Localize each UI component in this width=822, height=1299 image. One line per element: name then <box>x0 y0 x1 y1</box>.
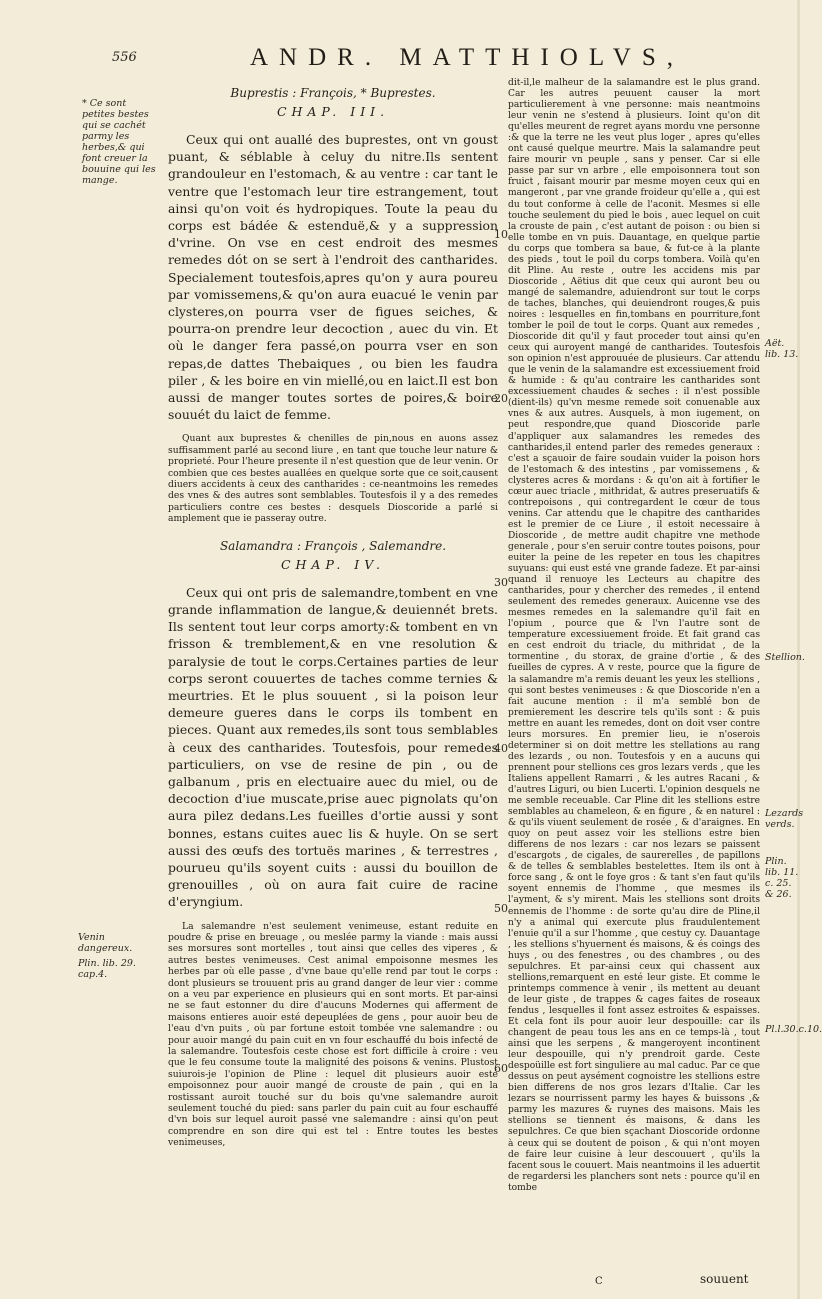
line-number: 20 <box>494 392 508 405</box>
right-column <box>508 78 760 1194</box>
margin-note-lezards: Lezards verds. <box>765 808 804 830</box>
commentary-buprestes: Quant aux buprestes & chenilles de pin,nous en auons assez suffisamment parlé au second liure , en tant que touche leur nature & proprieté. Pour l'heure presente il n'est question que de leur venin. Or combien que ces bestes auallées en quelque sorte que ce soit,causent diuers accidents à ceux des cantharides : ce-neantmoins les remedes des vnes & des autres sont semblables. Toutesfois il y a des remedes particuliers contre ces bestes : desquels Dioscoride a parlé si amplement que ie passeray outre. <box>168 433 498 525</box>
catchword: souuent <box>700 1272 749 1286</box>
line-number: 50 <box>494 902 508 915</box>
margin-note-venin: Venin dangereux. <box>78 932 133 954</box>
chapter-heading-salamandra: Salamandra : François , Salemandre. <box>219 538 447 553</box>
signature-mark: C <box>595 1276 603 1287</box>
commentary-salamandre: La salemandre n'est seulement venimeuse, estant reduite en poudre & prise en breuage , ou meslée parmy la viande : mais aussi ses morsures sont mortelles , tout ainsi que celles des viperes , & autres bestes venimeuses. Cest animal empoisonne mesmes les herbes par où elle passe , d'vne baue qu'elle rend par tout le corps : dont plusieurs se trouuent pris au grand danger de leur vier : comme on a veu par experience en plusieurs qui en sont morts. Et par-ainsi ne se faut estonner du dire d'aucuns Modernes qui afferment de maisons entieres auoir esté depeuplées de gens , pour auoir beu de l'eau d'vn puits , où par fortune estoit tombée vne salemandre : ou pour auoir mangé du pain cuit en vn four eschauffé du bois infecté de la salemandre. Toutesfois ceste chose est fort difficile à croire : veu que le feu consume toute la malignité des poisons & venins. Plustost suiurois-je l'opinion de Pline : lequel dit plusieurs auoir esté empoisonnez pour auoir mangé de crouste de pain , qui en la rostissant auroit touché sur du bois qu'vne salemandre auroit seulement touché du pied: sans parler du pain cuit au four eschauffé d'vn bois sur lequel auroit passé vne salemandre : ainsi qu'on peut comprendre en son dire qui est tel : Entre toutes les bestes venimeuses, <box>168 920 498 1149</box>
chapter-number-3: CHAP. III. <box>276 104 390 119</box>
line-number: 30 <box>494 576 508 589</box>
margin-note-bestes: * Ce sont petites bestes qui se cachét parmy les herbes,& qui font creuer la bouuine qui les mange. <box>82 98 156 186</box>
margin-note-stellion: Stellion. <box>765 652 805 663</box>
line-number: 60 <box>494 1062 508 1075</box>
page-number: 556 <box>112 50 137 65</box>
margin-note-aetius: Aët. lib. 13. <box>765 338 799 360</box>
margin-note-pline-11: Plin. lib. 11. c. 25. & 26. <box>765 856 799 900</box>
margin-note-pline: Plin. lib. 29. cap.4. <box>78 958 136 980</box>
margin-note-pline-30: Pl.l.30.c.10. <box>765 1024 822 1035</box>
paragraph-buprestes: Ceux qui ont auallé des buprestes, ont vn goust puant, & séblable à celuy du nitre.Ils sentent grandouleur en l'estomach, & au ventre : car tant le ventre que l'estomach leur tire estrangement, tout ainsi qu'on voit és hydropiques. Toute la peau du corps est bádée & estenduë,& y a suppression d'vrine. On vse en cest endroit des mesmes remedes dót on se sert à l'endroit des cantharides. Specialement toutesfois,apres qu'on y aura poureu par vomissemens,& qu'on aura euacué le venin par clysteres,on pourra vser de figues seiches, & pourra-on prendre leur decoction , auec du vin. Et où le danger fera passé,on pourra vser en son repas,de dattes Thebaiques , ou bien les faudra piler , & les boire en vin miellé,ou en laict.Il est bon aussi de manger toutes sortes de poires,& boire souuét du laict de femme. <box>168 132 498 423</box>
line-number: 10 <box>494 228 508 241</box>
chapter-number-4: CHAP. IV. <box>280 556 386 572</box>
paragraph-salamandre: Ceux qui ont pris de salemandre,tombent en vne grande inflammation de langue,& deuiennét brets. Ils sentent tout leur corps amorty:& tombent en vn frisson & tremblement,& en vne resolution & paralysie de tout le corps.Certaines parties de leur corps seront couuertes de taches comme ternies & meurtries. Et le plus souuent , si la poison leur demeure gueres dans le corps ils tombent en pieces. Quant aux remedes,ils sont tous semblables à ceux des cantharides. Toutesfois, pour remedes particuliers, on vse de resine de pin , ou de galbanum , pris en electuaire auec du miel, ou de decoction d'iue muscate,prise auec pignolats qu'on aura pilez dedans.Les fueilles d'ortie aussi y sont bonnes, estans cuites auec lis & huyle. On se sert aussi des œufs des tortuës marines , & terrestres , pourueu qu'ils soyent cuits : aussi du bouillon de grenouilles , où on aura fait cuire de racine d'eryngium. <box>168 584 498 910</box>
running-head-title: ANDR. MATTHIOLVS, <box>250 44 685 71</box>
commentary-continued: dit-il,le malheur de la salamandre est le plus grand. Car les autres peuuent causer la mort particulierement à vne personne: mais neantmoins leur venin ne s'estend à plusieurs. Ioint qu'on dit qu'elles meurent de regret ayans mordu vne personne :& que la terre ne les veut plus loger , apres qu'elles ont causé quelque meurtre. Mais la salamandre peut faire mourir vn peuple , sans y penser. Car si elle passe par sur vn arbre , elle empoisonnera tout son fruict , faisant mourir par mesme moyen ceux qui en mangeront , par vne grande froideur qu'elle a , qui est du tout conforme à celle de l'aconit. Mesmes si elle touche seulement du pied le bois , auec lequel on cuit la crouste de pain , c'est autant de poison : ou bien si elle tombe en vn puis. Dauantage, en quelque partie du corps que tombera sa baue, & fut-ce à la plante des pieds , tout le poil du corps tombera. Voilà qu'en dit Pline. Au reste , outre les accidens mis par Dioscoride , Aëtius dit que ceux qui auront beu ou mangé de salemandre, aduiendront sur tout le corps de taches, blanches, qui deuiendront rouges,& puis noires : lesquelles en fin,tombans en pourriture,font tomber le poil de tout le corps. Quant aux remedes , Dioscoride dit qu'il y faut proceder tout ainsi qu'en ceux qui auroyent mangé de cantharides. Toutesfois son opinion n'est approuuée de plusieurs. Car attendu que le venin de la salamandre est excessiuement froid & humide : & qu'au contraire les cantharides sont excessiuement chaudes & seches : il n'est possible (dient-ils) qu'vn mesme remede soit conuenable aux vnes & aux autres. Ausquels, à mon iugement, on peut respondre,que quand Dioscoride parle d'appliquer aux salamandres les remedes des cantharides,il entend parler des remedes generaux : c'est a sçauoir de faire soudain vuider la poison hors de l'estomach & des intestins , par vomissemens , & clysteres acres & mordans : & qu'on ait à fortifier le cœur auec triacle , mithridat, & autres preseruatifs & contrepoisons , qui contregardent le cœur de tous venins. Car attendu que le chapitre des cantharides est le premier de ce Liure , il estoit necessaire à Dioscoride , de mettre audit chapitre vne methode generale , pour s'en seruir contre toutes poisons, pour euiter la peine de les repeter en tous les chapitres suyuans: qui eust esté vne grande fadeze. Et par-ainsi quand il renuoye les Lecteurs au chapitre des cantharides, pour y chercher des remedes , il entend seulement des remedes generaux. Auicenne vse des mesmes remedes en la salemandre qu'il fait en l'opium , pource que & l'vn l'autre sont de temperature excessiuement froide. Et fait grand cas en cest endroit du triacle, du mithridat , de la tormentine , du storax, de graine d'ortie , & des fueilles de cypres. A v reste, pource que la figure de la salamandre m'a remis deuant les yeux les stellions , qui sont bestes venimeuses : & que Dioscoride n'en a fait aucune mention : il m'a semblé bon de premierement les descrire tels qu'ils sont : & puis mettre en auant les remedes, dont on doit vser contre leurs morsures. En premier lieu, ie n'oserois determiner si on doit mettre les stellations au rang des lezards , ou non. Toutesfois y en a aucuns qui prennent pour stellions ces gros lezars verds , que les Italiens appellent Ramarri , & les autres Racani , & d'autres Liguri, ou bien Lucerti. L'opinion desquels ne me semble receuable. Car Pline dit les stellions estre semblables au chameleon, & en figure , & en naturel : & qu'ils viuent seulement de rosée , & d'araignes. En quoy on peut assez voir les stellions estre bien differens de nos lezars : car nos lezars se paissent d'escargots , de cigales, de saurerelles , de papillons & de telles & semblables bestelettes. Item ils ont à force sang , & ont le foye gros : & tant s'en faut qu'ils soyent ennemis de l'homme , que mesmes ils l'ayment, & s'y mirent. Mais les stellions sont droits ennemis de l'homme : de sorte qu'au dire de Pline,il n'y a animal qui exercute plus fraudulentement l'enuie qu'il a sur l'homme , que cestuy cy. Dauantage , les stellions s'hyuernent és maisons, & és coings des huys , ou des fenestres , ou des chambres , ou des sepulchres. Et par-ainsi ceux qui chassent aux stellions,remarquent en esté leur giste. Et comme le printemps commence à venir , ils mettent au deuant de leur giste , de trappes & cages faites de roseaux fendus , lesquelles il font assez estroites & espaisses. Et cela font ils pour auoir leur despouille: car ils changent de peau tous les ans en ce temps-là , tout ainsi que les serpens , & mangeroyent incontinent leur despouille, qui n'y prendroit garde. Ceste despoüille est fort singuliere au mal caduc. Par ce que dessus on peut aysément cognoistre les stellions estre bien differens de nos gros lezars d'Italie. Car les lezars se nourrissent parmy les hayes & buissons ,& parmy les mazures & ruynes des maisons. Mais les stellions se tiennent és maisons, & dans les sepulchres. Ce que bien sçachant Dioscoride ordonne à ceux qui se doutent de poison , & qui n'ont moyen de faire leur cuisine à leur descouuert , qu'ils la facent sous le couuert. Mais neantmoins il les aduertit de regardersi les planchers sont nets : pource qu'il en tombe <box>508 78 760 1193</box>
running-header <box>100 40 790 80</box>
chapter-heading-buprestis: Buprestis : François, * Buprestes. <box>230 86 436 100</box>
page-edge <box>797 0 800 1299</box>
left-column <box>168 86 498 1149</box>
line-number: 40 <box>494 742 508 755</box>
